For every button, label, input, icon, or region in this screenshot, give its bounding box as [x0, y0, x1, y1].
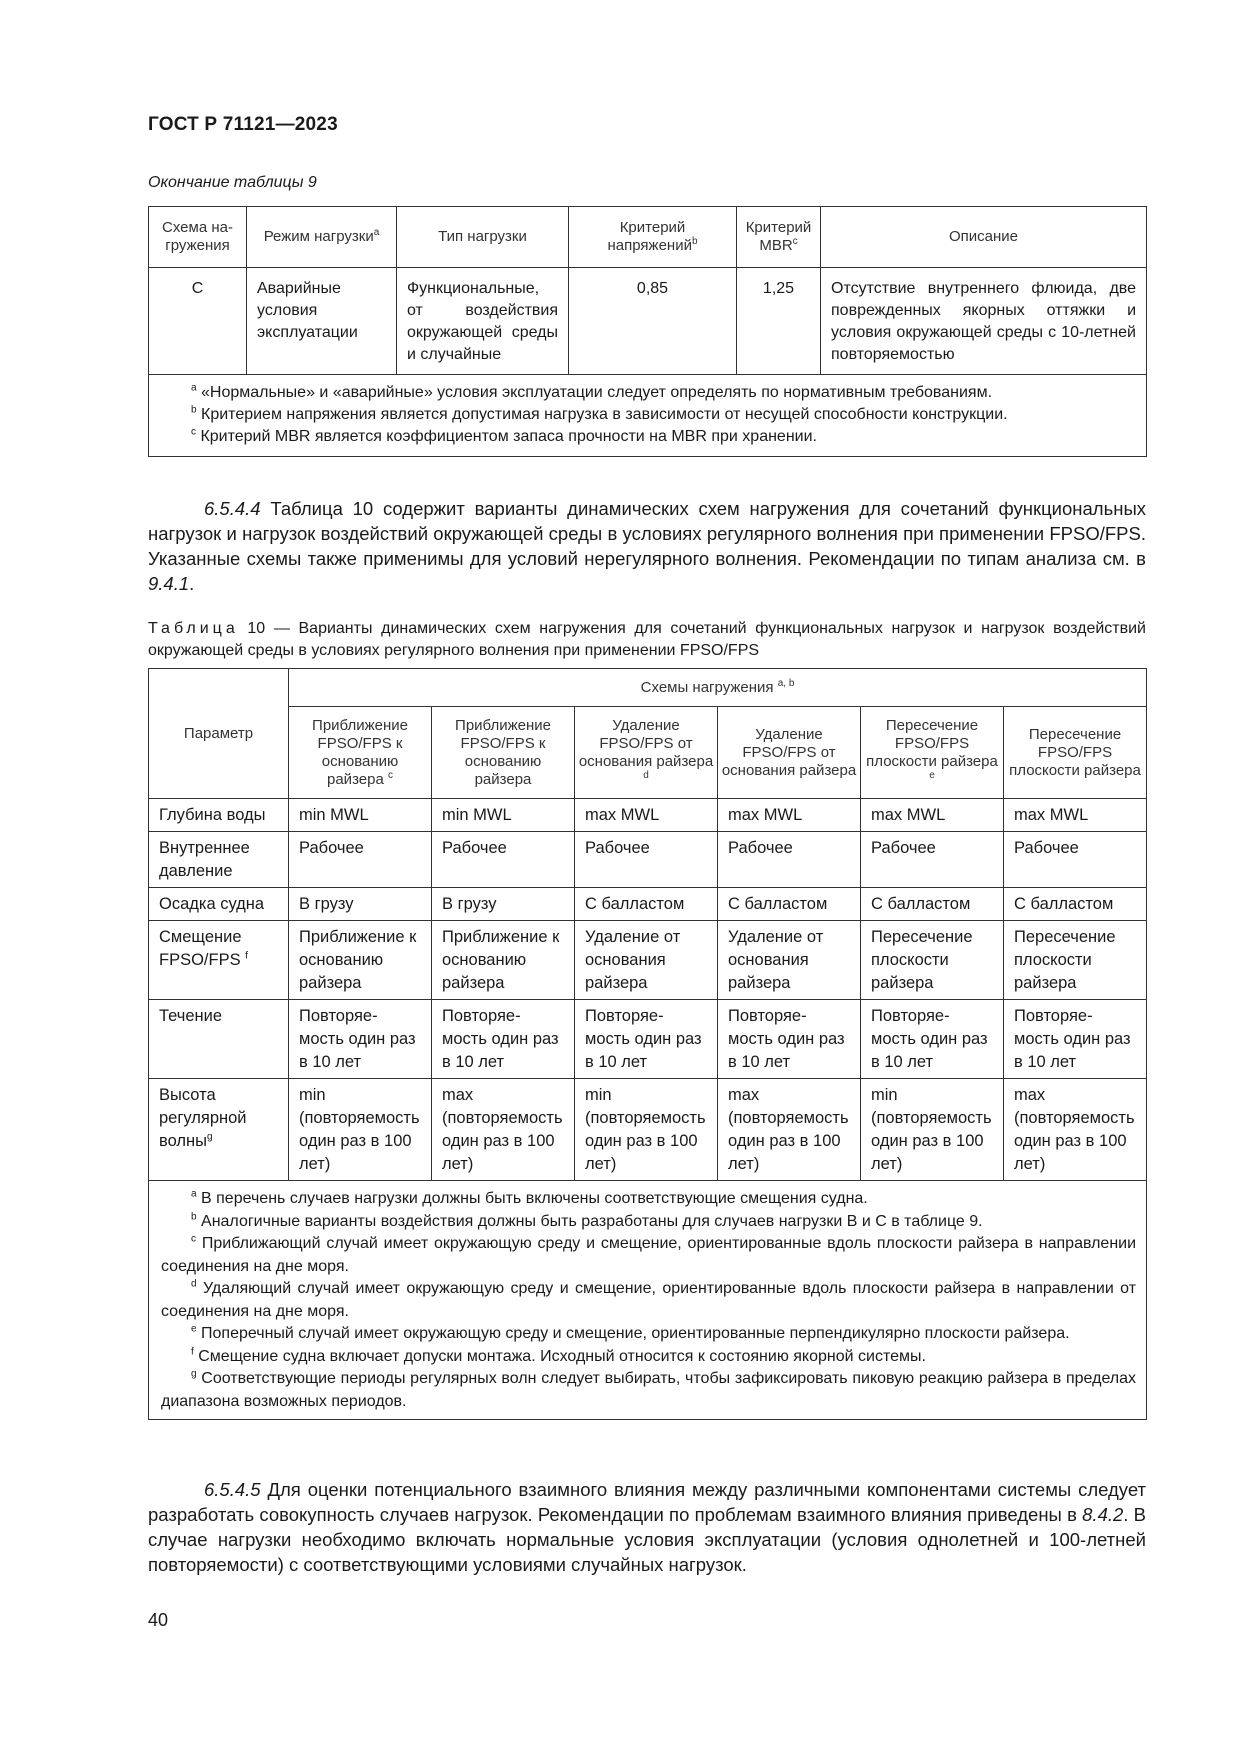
table10-cell: max (повторяемость один раз в 100 лет) — [1004, 1079, 1147, 1181]
table10-note: $^b$ Аналогичные варианты воздействия должны быть разработаны для случаев нагрузки B и C в таблице 9. — [191, 1211, 983, 1230]
table10-header-col: Пересечение FPSO/FPS плоскости райзера — [1004, 707, 1147, 799]
table10-param: Глубина воды — [149, 799, 289, 832]
table-row — [149, 799, 1147, 832]
table9-note: $^b$ Критерием напряжения является допустимая нагрузка в зависимости от несущей способности конструкции. — [191, 404, 1008, 423]
table10-header-row — [149, 669, 1147, 707]
table10-cell: С балластом — [575, 888, 718, 921]
table9-stress: 0,85 — [569, 268, 737, 375]
table10-cell: Рабочее — [1004, 832, 1147, 888]
table10-cell: Рабочее — [289, 832, 432, 888]
table10-cell: max MWL — [575, 799, 718, 832]
table10-cell: Рабочее — [575, 832, 718, 888]
table9-header-stress: Критерий напряжений$^b$ — [569, 207, 737, 268]
table-row — [149, 1079, 1147, 1181]
table-9 — [148, 206, 1147, 457]
table-row — [149, 888, 1147, 921]
document-id: ГОСТ Р 71121—2023 — [148, 114, 338, 135]
table10-cell: Рабочее — [432, 832, 575, 888]
table10-param: Течение — [149, 1000, 289, 1079]
table10-cell: Пересечение плоскости райзера — [861, 921, 1004, 1000]
table10-cell: В грузу — [289, 888, 432, 921]
cross-reference: 8.4.2 — [1082, 1504, 1124, 1525]
table10-note: $^g$ Соответствующие периоды регулярных волн следует выбирать, чтобы зафиксировать пиковую реакцию райзера в пределах диапазона возможных периодов. — [161, 1368, 1137, 1410]
table10-cell: Удаление от основания райзера — [718, 921, 861, 1000]
table10-cell: С балластом — [1004, 888, 1147, 921]
table10-cell: Повторяе-мость один раз в 10 лет — [289, 1000, 432, 1079]
table-row — [149, 1000, 1147, 1079]
table10-cell: max MWL — [718, 799, 861, 832]
table9-header-load-type: Тип нагрузки — [397, 207, 569, 268]
table10-cell: В грузу — [432, 888, 575, 921]
table-row — [149, 921, 1147, 1000]
table9-header-row — [149, 207, 1147, 268]
table10-header-col: Удаление FPSO/FPS от основания райзера — [718, 707, 861, 799]
table10-cell: Повторяе-мость один раз в 10 лет — [432, 1000, 575, 1079]
page-number: 40 — [148, 1610, 169, 1630]
table10-note: $^f$ Смещение судна включает допуски монтажа. Исходный относится к состоянию якорной системы. — [191, 1346, 926, 1365]
table10-header-col: Удаление FPSO/FPS от основания райзера $^d$ — [575, 707, 718, 799]
table9-header-scheme: Схема на-гружения — [149, 207, 247, 268]
table10-cell: С балластом — [718, 888, 861, 921]
table10-cell: max (повторяемость один раз в 100 лет) — [718, 1079, 861, 1181]
table9-header-mode: Режим нагрузки$^a$ — [247, 207, 397, 268]
table9-description: Отсутствие внутреннего флюида, две поврежденных якорных оттяжки и условия окружающей среды с 10-летней повторяемостью — [821, 268, 1147, 375]
table10-cell: max MWL — [861, 799, 1004, 832]
table-row — [149, 832, 1147, 888]
table-10 — [148, 668, 1147, 1420]
table10-param: Осадка судна — [149, 888, 289, 921]
table10-notes-row — [149, 1181, 1147, 1420]
table9-header-description: Описание — [821, 207, 1147, 268]
table10-param: Высота регулярной волны$^g$ — [149, 1079, 289, 1181]
table10-cell: Повторяе-мость один раз в 10 лет — [575, 1000, 718, 1079]
paragraph-6-5-4-5: 6.5.4.5 Для оценки потенциального взаимного влияния между различными компонентами системы следует разработать совокупность случаев нагрузок. Рекомендации по проблемам взаимного влияния приведены в 8.4.2. В случае нагрузки необходимо включать нормальные условия эксплуатации (условия однолетней и 100-летней повторяемости) с соответствующими условиями случайных нагрузок. — [148, 1479, 1147, 1575]
table10-cell: Повторяе-мость один раз в 10 лет — [718, 1000, 861, 1079]
table10-cell: Приближение к основанию райзера — [289, 921, 432, 1000]
table10-header-col: Приближение FPSO/FPS к основанию райзера — [432, 707, 575, 799]
table10-cell: min (повторяемость один раз в 100 лет) — [289, 1079, 432, 1181]
table9-note: $^a$ «Нормальные» и «аварийные» условия эксплуатации следует определять по нормативным требованиям. — [191, 382, 993, 401]
table10-cell: Пересечение плоскости райзера — [1004, 921, 1147, 1000]
table10-note: $^e$ Поперечный случай имеет окружающую среду и смещение, ориентированные перпендикулярно плоскости райзера. — [191, 1323, 1070, 1342]
table10-note: $^d$ Удаляющий случай имеет окружающую среду и смещение, ориентированные вдоль плоскости райзера в направлении от соединения на дне моря. — [161, 1278, 1137, 1320]
table10-cell: С балластом — [861, 888, 1004, 921]
table9-caption: Окончание таблицы 9 — [148, 174, 317, 191]
table10-notes — [149, 1181, 1147, 1420]
table10-header-col: Пересечение FPSO/FPS плоскости райзера $^e$ — [861, 707, 1004, 799]
table10-cell: Повторяе-мость один раз в 10 лет — [861, 1000, 1004, 1079]
table10-header-group: Схемы нагружения $^{a, b}$ — [289, 669, 1147, 707]
table10-cell: min MWL — [289, 799, 432, 832]
table9-scheme: C — [149, 268, 247, 375]
table10-cell: max (повторяемость один раз в 100 лет) — [432, 1079, 575, 1181]
table9-notes-row — [149, 375, 1147, 457]
table9-load-type: Функциональные, от воздействия окружающей среды и случайные — [397, 268, 569, 375]
table10-cell: Приближение к основанию райзера — [432, 921, 575, 1000]
clause-number: 6.5.4.4 — [204, 498, 261, 519]
table10-cell: min (повторяемость один раз в 100 лет) — [861, 1079, 1004, 1181]
table9-mode: Аварийные условия эксплуатации — [247, 268, 397, 375]
table9-header-mbr: Критерий MBR$^c$ — [737, 207, 821, 268]
table10-cell: Повторяе-мость один раз в 10 лет — [1004, 1000, 1147, 1079]
table10-note: $^a$ В перечень случаев нагрузки должны быть включены соответствующие смещения судна. — [191, 1188, 868, 1207]
table10-caption: Таблица 10 — Варианты динамических схем нагружения для сочетаний функциональных нагрузок и нагрузок воздействий окружающей среды в условиях регулярного волнения при применении FPSO/FPS — [148, 620, 1146, 659]
table10-cell: min (повторяемость один раз в 100 лет) — [575, 1079, 718, 1181]
table10-cell: Рабочее — [718, 832, 861, 888]
table10-cell: Удаление от основания райзера — [575, 921, 718, 1000]
clause-number: 6.5.4.5 — [204, 1479, 261, 1500]
table10-param: Внутреннее давление — [149, 832, 289, 888]
table9-note: $^c$ Критерий MBR является коэффициентом запаса прочности на MBR при хранении. — [191, 426, 817, 445]
table9-notes — [149, 375, 1147, 457]
table10-subheader-row — [149, 707, 1147, 799]
cross-reference: 9.4.1 — [148, 573, 190, 594]
table10-cell: min MWL — [432, 799, 575, 832]
table9-mbr: 1,25 — [737, 268, 821, 375]
paragraph-6-5-4-4: 6.5.4.4 Таблица 10 содержит варианты динамических схем нагружения для сочетаний функциональных нагрузок и нагрузок воздействий окружающей среды в условиях регулярного волнения при применении FPSO/FPS. Указанные схемы также применимы для условий нерегулярного волнения. Рекомендации по типам анализа см. в 9.4.1. — [148, 498, 1147, 594]
table10-header-parameter: Параметр — [149, 669, 289, 799]
table10-cell: Рабочее — [861, 832, 1004, 888]
table10-param: Смещение FPSO/FPS $^f$ — [149, 921, 289, 1000]
table10-header-col: Приближение FPSO/FPS к основанию райзера $^c$ — [289, 707, 432, 799]
table10-note: $^c$ Приближающий случай имеет окружающую среду и смещение, ориентированные вдоль плоскости райзера в направлении соединения на дне моря. — [161, 1233, 1137, 1275]
table10-cell: max MWL — [1004, 799, 1147, 832]
table-row — [149, 268, 1147, 375]
